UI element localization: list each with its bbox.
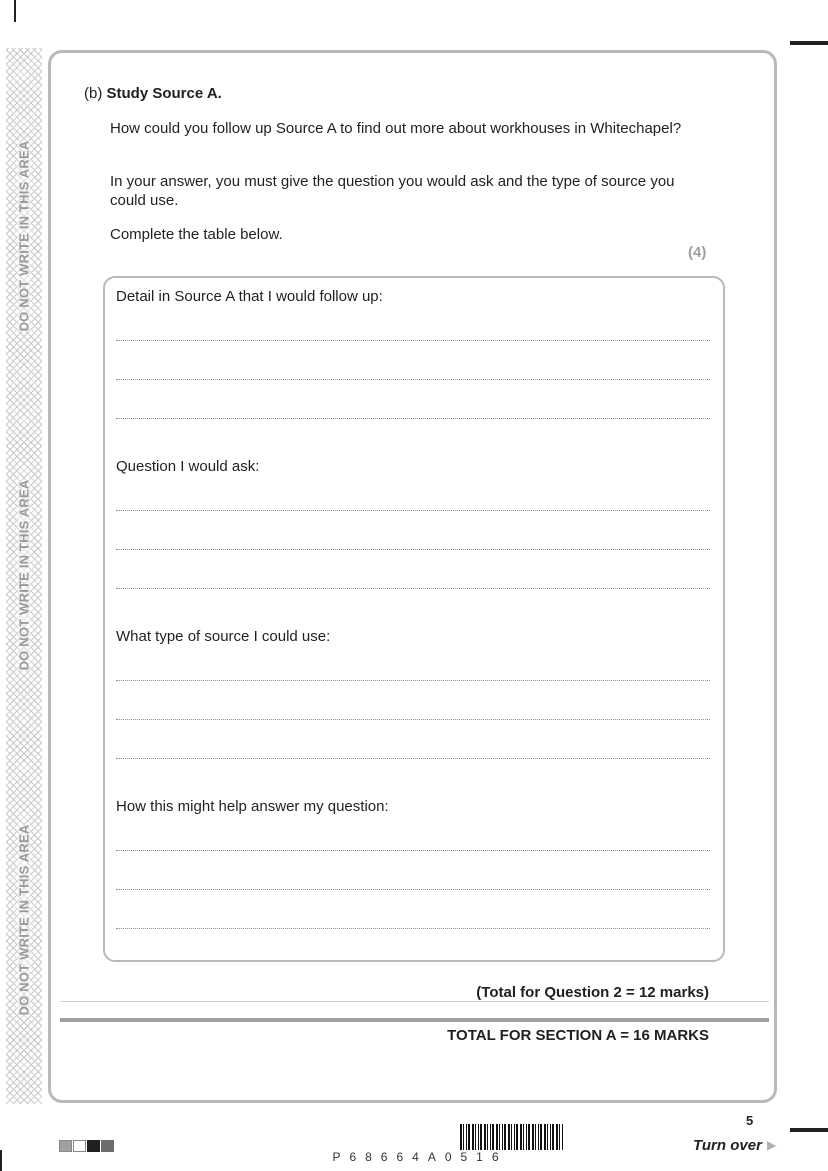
answer-line-detail-2[interactable]: [116, 379, 710, 380]
answer-line-source-3[interactable]: [116, 758, 710, 759]
field-label-source-type: What type of source I could use:: [116, 628, 331, 645]
turn-over-arrow-icon: ▶: [767, 1138, 777, 1152]
crop-mark-top-left: [14, 0, 16, 22]
do-not-write-label-1: DO NOT WRITE IN THIS AREA: [16, 140, 32, 332]
answer-line-question-2[interactable]: [116, 549, 710, 550]
turn-over-label: Turn over: [693, 1137, 762, 1154]
question-title: Study Source A.: [106, 85, 222, 102]
do-not-write-label-3: DO NOT WRITE IN THIS AREA: [16, 824, 32, 1016]
swatch-2: [73, 1140, 86, 1152]
question-total: (Total for Question 2 = 12 marks): [476, 984, 709, 1001]
section-total: TOTAL FOR SECTION A = 16 MARKS: [447, 1027, 709, 1044]
swatch-1: [59, 1140, 72, 1152]
answer-line-help-2[interactable]: [116, 889, 710, 890]
crop-mark-top-right: [790, 41, 828, 45]
swatch-3: [87, 1140, 100, 1152]
divider-thick: [60, 1018, 769, 1022]
swatch-4: [101, 1140, 114, 1152]
question-heading: [84, 85, 222, 102]
barcode: [460, 1124, 564, 1150]
field-label-question: Question I would ask:: [116, 458, 260, 475]
crop-mark-bottom-right: [790, 1128, 828, 1132]
question-task: Complete the table below.: [110, 226, 283, 243]
crop-mark-bottom-left: [0, 1150, 2, 1171]
question-instruction: In your answer, you must give the question you would ask and the type of source you could use.: [110, 173, 675, 209]
answer-line-detail-3[interactable]: [116, 418, 710, 419]
answer-line-help-3[interactable]: [116, 928, 710, 929]
barcode-text: P68664A0516: [332, 1150, 508, 1164]
divider-thin: [60, 1001, 769, 1002]
marks-available: (4): [688, 244, 707, 261]
question-part: (b): [84, 85, 103, 102]
do-not-write-label-2: DO NOT WRITE IN THIS AREA: [16, 479, 32, 671]
answer-line-question-1[interactable]: [116, 510, 710, 511]
field-label-how-help: How this might help answer my question:: [116, 798, 389, 815]
page-number: 5: [746, 1113, 754, 1128]
answer-line-source-1[interactable]: [116, 680, 710, 681]
color-swatches: [59, 1140, 114, 1152]
answer-line-help-1[interactable]: [116, 850, 710, 851]
question-prompt: How could you follow up Source A to find out more about workhouses in Whitechapel?: [110, 120, 682, 137]
answer-line-source-2[interactable]: [116, 719, 710, 720]
answer-line-detail-1[interactable]: [116, 340, 710, 341]
answer-line-question-3[interactable]: [116, 588, 710, 589]
field-label-detail: Detail in Source A that I would follow up:: [116, 288, 383, 305]
